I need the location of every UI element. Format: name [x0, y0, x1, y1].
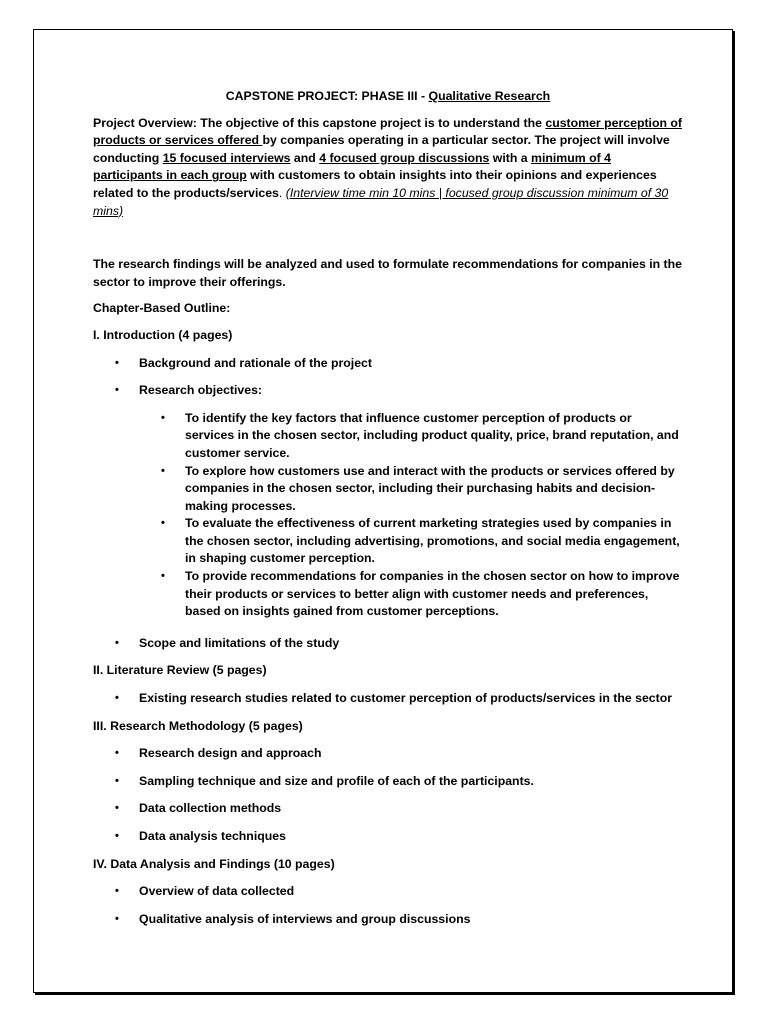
list-item [93, 382, 683, 400]
overview-text-1: Project Overview: The objective of this capstone project is to understand the [93, 115, 546, 130]
list-item: • Scope and limitations of the study [93, 635, 683, 653]
overview-underline-3: 4 focused group discussions [319, 150, 490, 165]
overview-underline-1: customer perception of products or services offered [93, 115, 683, 148]
list-item: • Existing research studies related to customer perception of products/services in the sector [93, 690, 683, 708]
research-methodology-list [93, 745, 683, 845]
objective-item: • To identify the key factors that influence customer perception of products or services in the chosen sector, including product quality, price, brand reputation, and customer service. [139, 410, 683, 463]
overview-underline-2: 15 focused interviews [162, 150, 291, 165]
document-title [93, 88, 683, 106]
overview-italic-note: (Interview time min 10 mins | focused group discussion minimum of 30 mins) [93, 185, 669, 218]
title-separator: - [417, 89, 429, 103]
list-item: • Sampling technique and size and profile of each of the participants. [93, 773, 683, 791]
introduction-list-cont [93, 635, 683, 653]
outline-label: Chapter-Based Outline: [93, 301, 231, 316]
list-item: • Data analysis techniques [93, 828, 683, 846]
list-item: • Qualitative analysis of interviews and group discussions [93, 911, 683, 929]
list-item-label: Research objectives: [139, 383, 263, 398]
overview-text-4: with a [489, 150, 532, 165]
objective-item: • To evaluate the effectiveness of current marketing strategies used by companies in the chosen sector, including advertising, promotions, and social media engagement, in shaping customer perception. [139, 515, 683, 568]
objective-item: • To explore how customers use and interact with the products or services offered by companies in the chosen sector, including their purchasing habits and decision-making processes. [139, 463, 683, 516]
overview-text-6: . [278, 185, 286, 200]
list-item: • Research design and approach [93, 745, 683, 763]
overview-text-5: with customers to obtain insights into their opinions and experiences related to the products/services [93, 168, 657, 200]
title-subtitle: Qualitative Research [428, 89, 551, 103]
list-item: • Overview of data collected [93, 883, 683, 901]
section-heading-research-methodology: III. Research Methodology (5 pages) [93, 718, 303, 733]
title-main: CAPSTONE PROJECT: PHASE III [225, 89, 418, 103]
section-heading-introduction: I. Introduction (4 pages) [93, 327, 233, 342]
section-heading-data-analysis: IV. Data Analysis and Findings (10 pages) [93, 856, 335, 871]
section-heading-literature-review: II. Literature Review (5 pages) [93, 663, 267, 678]
overview-underline-4: minimum of 4 participants in each group [93, 150, 611, 183]
list-item: • Data collection methods [93, 800, 683, 818]
data-analysis-list [93, 883, 683, 928]
objectives-list [93, 410, 683, 621]
list-item: • Background and rationale of the project [93, 355, 683, 373]
literature-review-list [93, 690, 683, 708]
findings-paragraph: The research findings will be analyzed and used to formulate recommendations for companies in the sector to improve their offerings. [93, 257, 683, 289]
overview-text-2: by companies operating in a particular sector. The project will involve conducting [93, 133, 670, 165]
document-body [93, 88, 683, 938]
project-overview [93, 115, 683, 221]
objective-item: • To provide recommendations for companies in the chosen sector on how to improve their products or services to better align with customer needs and preferences, based on insights gained from customer perceptions. [139, 568, 683, 621]
spacer [93, 229, 683, 256]
overview-text-3: and [290, 150, 320, 165]
introduction-list [93, 355, 683, 400]
